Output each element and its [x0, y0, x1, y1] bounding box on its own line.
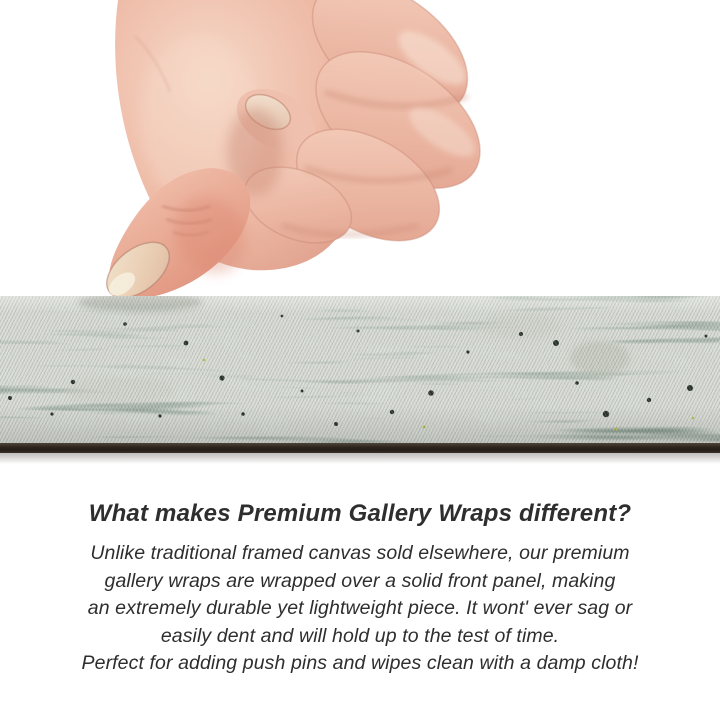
- description-text-block: [0, 498, 720, 678]
- body-line: gallery wraps are wrapped over a solid front panel, making: [104, 569, 616, 592]
- canvas-dark-edge: [0, 443, 720, 453]
- body-line: easily dent and will hold up to the test of time.: [160, 624, 560, 647]
- body-line: Perfect for adding push pins and wipes clean with a damp cloth!: [81, 652, 639, 674]
- canvas-edge-strip: [0, 296, 720, 464]
- canvas-texture: [0, 296, 720, 443]
- headline: What makes Premium Gallery Wraps different?: [88, 500, 632, 527]
- body-line: an extremely durable yet lightweight piece. It wont' ever sag or: [87, 597, 633, 619]
- hand-illustration: [0, 0, 720, 302]
- hand-photo: [0, 0, 720, 302]
- canvas-drop-shadow: [0, 453, 720, 464]
- body-line: Unlike traditional framed canvas sold elsewhere, our premium: [90, 542, 630, 564]
